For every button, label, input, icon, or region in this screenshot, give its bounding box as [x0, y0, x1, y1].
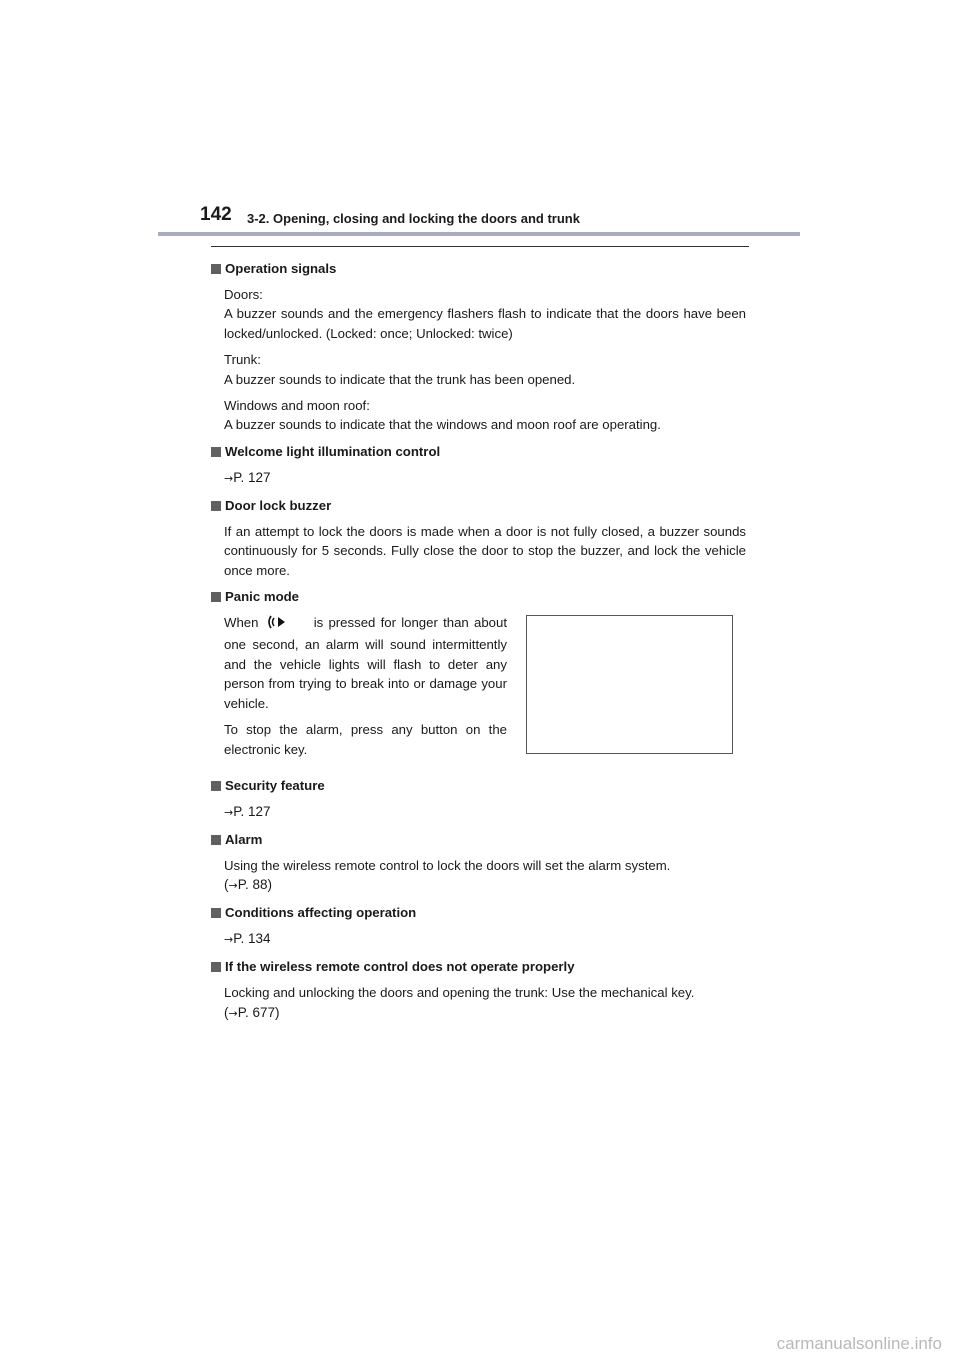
page-reference-link[interactable]: [224, 802, 746, 822]
heading-text: Door lock buzzer: [225, 497, 332, 513]
heading-alarm: [211, 830, 746, 850]
paragraph-windows: Windows and moon roof: A buzzer sounds to indicate that the windows and moon roof are operating.: [224, 398, 661, 433]
panic-mode-block: [224, 613, 746, 766]
panic-button-icon: [266, 614, 288, 635]
paragraph-doors: Doors: A buzzer sounds and the emergency flashers flash to indicate that the doors have been locked/unlocked. (Locked: once; Unlocked: twice): [224, 287, 746, 341]
key-illustration: [526, 615, 733, 754]
panic-text-after-icon: is pressed for longer than about one second, an alarm will sound intermittently and the vehicle lights will flash to deter any person from trying to break into or damage your vehicle.: [224, 615, 507, 711]
heading-conditions: [211, 903, 746, 923]
heading-door-lock-buzzer: [211, 496, 746, 516]
heading-text: If the wireless remote control does not operate properly: [225, 959, 575, 975]
paragraph-remote-not-operating: Locking and unlocking the doors and opening the trunk: Use the mechanical key.: [224, 985, 695, 1001]
reference-text: P. 134: [233, 931, 271, 947]
heading-operation-signals: [211, 259, 746, 279]
square-bullet-icon: [211, 592, 221, 602]
reference-text: P. 127: [233, 803, 271, 819]
heading-remote-not-operating: [211, 957, 746, 977]
page-reference-link[interactable]: (→P. 88): [224, 877, 273, 893]
heading-security-feature: [211, 776, 746, 796]
page-reference-link[interactable]: (→P. 677): [224, 1004, 280, 1020]
arrow-right-icon: →: [224, 471, 234, 485]
reference-text: P. 88: [237, 877, 268, 893]
arrow-right-icon: →: [224, 933, 234, 947]
heading-text: Security feature: [225, 777, 325, 793]
heading-text: Panic mode: [225, 589, 300, 605]
square-bullet-icon: [211, 264, 221, 274]
section-title: 3-2. Opening, closing and locking the doors and trunk: [247, 211, 580, 226]
heading-text: Conditions affecting operation: [225, 905, 417, 921]
arrow-right-icon: →: [228, 1006, 238, 1020]
square-bullet-icon: [211, 781, 221, 791]
square-bullet-icon: [211, 962, 221, 972]
paragraph-panic-mode: [224, 613, 507, 713]
arrow-right-icon: →: [224, 805, 234, 819]
watermark: carmanualsonline.info: [776, 1334, 942, 1353]
paragraph-trunk: Trunk: A buzzer sounds to indicate that the trunk has been opened.: [224, 352, 576, 387]
heading-welcome-light: [211, 442, 746, 462]
reference-text: P. 127: [233, 469, 271, 485]
paragraph-stop-alarm: To stop the alarm, press any button on the electronic key.: [224, 722, 507, 757]
paragraph-door-lock-buzzer: If an attempt to lock the doors is made when a door is not fully closed, a buzzer sounds continuously for 5 seconds. Fully close the door to stop the buzzer, and lock the vehicle once more.: [224, 523, 746, 578]
page-content: [211, 259, 746, 1031]
reference-text: P. 677: [237, 1004, 276, 1020]
header-bar: [158, 232, 800, 236]
panic-text-before-icon: When: [224, 615, 259, 631]
panic-mode-text: [224, 613, 507, 766]
square-bullet-icon: [211, 835, 221, 845]
divider: [211, 246, 749, 247]
page-number: 142: [200, 204, 232, 225]
heading-text: Welcome light illumination control: [225, 443, 441, 459]
arrow-right-icon: →: [228, 879, 238, 893]
page-reference-link[interactable]: [224, 468, 746, 488]
heading-text: Alarm: [225, 831, 263, 847]
square-bullet-icon: [211, 447, 221, 457]
page-reference-link[interactable]: [224, 929, 746, 949]
heading-panic-mode: [211, 587, 746, 607]
square-bullet-icon: [211, 501, 221, 511]
square-bullet-icon: [211, 908, 221, 918]
paragraph-alarm: Using the wireless remote control to lock the doors will set the alarm system.: [224, 857, 671, 873]
heading-text: Operation signals: [225, 261, 337, 276]
